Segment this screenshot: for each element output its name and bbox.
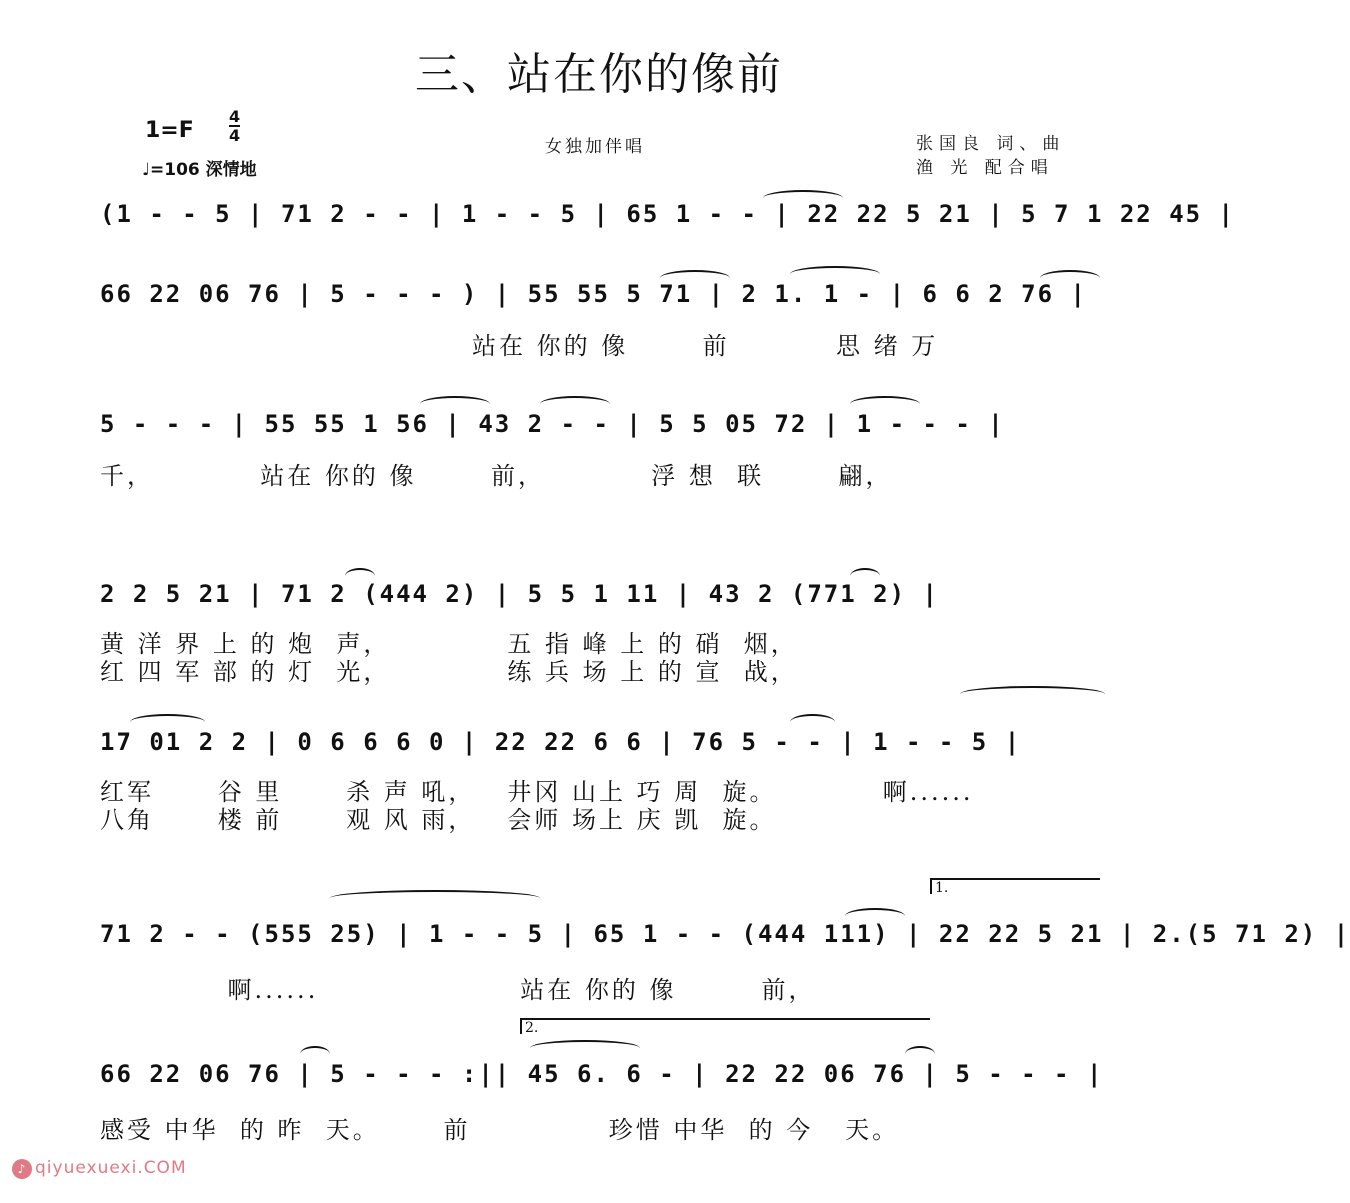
lyrics-line-6: 啊...... 站在 你的 像 前， bbox=[100, 976, 816, 1004]
watermark-text: qiyuexuexi.COM bbox=[35, 1158, 187, 1178]
slur bbox=[540, 396, 610, 412]
lyrics-line-5-verse-2: 八角 楼 前 观 风 雨， 会师 场上 庆 凯 旋。 bbox=[100, 806, 777, 834]
slur bbox=[130, 714, 205, 730]
score-line-4 bbox=[100, 580, 1110, 690]
time-signature bbox=[229, 108, 240, 144]
lyrics-line-4-verse-2: 红 四 军 部 的 灯 光， 练 兵 场 上 的 宣 战， bbox=[100, 658, 798, 686]
time-signature-top: 4 bbox=[229, 107, 241, 126]
watermark-logo-icon: ♪ bbox=[12, 1159, 32, 1179]
score-line-6 bbox=[100, 880, 1350, 1004]
notes-line-5: 17 01 2 2 | 0 6 6 6 0 | 22 22 6 6 | 76 5 - - | 1 - - 5 | bbox=[100, 728, 1022, 756]
notes-line-2: 66 22 06 76 | 5 - - - ) | 55 55 5 71 | 2 1. 1 - | 6 6 2 76 | bbox=[100, 280, 1087, 308]
notes-line-7: 66 22 06 76 | 5 - - - :|| 45 6. 6 - | 22 22 06 76 | 5 - - - | bbox=[100, 1060, 1104, 1088]
lyrics-line-4-verse-1: 黄 洋 界 上 的 炮 声， 五 指 峰 上 的 硝 烟， bbox=[100, 630, 798, 658]
slur bbox=[845, 908, 905, 924]
slur bbox=[850, 396, 920, 412]
credits bbox=[916, 132, 1065, 180]
notes-line-3: 5 - - - | 55 55 1 56 | 43 2 - - | 5 5 05 72 | 1 - - - | bbox=[100, 410, 1005, 438]
slur bbox=[960, 686, 1105, 702]
slur bbox=[660, 270, 730, 286]
slur bbox=[850, 568, 880, 584]
key-signature: 1=F bbox=[145, 118, 194, 143]
credit-lyricist-composer: 张国良 词、曲 bbox=[916, 134, 1066, 154]
slur bbox=[330, 890, 540, 906]
score-line-5 bbox=[100, 728, 1110, 838]
slur bbox=[905, 1046, 935, 1062]
time-signature-bottom: 4 bbox=[229, 126, 241, 145]
lyrics-line-5-verse-1: 红军 谷 里 杀 声 吼， 井冈 山上 巧 周 旋。 啊...... bbox=[100, 778, 974, 806]
lyrics-line-7: 感受 中华 的 昨 天。 前 珍惜 中华 的 今 天。 bbox=[100, 1116, 900, 1144]
score-line-7 bbox=[100, 1020, 1110, 1144]
slur bbox=[530, 1040, 640, 1056]
lyrics-line-2: 站在 你的 像 前 思 绪 万 bbox=[100, 332, 939, 360]
slur bbox=[790, 714, 835, 730]
performance-note: 女独加伴唱 bbox=[545, 137, 645, 157]
slur bbox=[300, 1046, 330, 1062]
slur bbox=[1040, 270, 1100, 286]
slur bbox=[790, 266, 880, 282]
notes-line-1: (1 - - 5 | 71 2 - - | 1 - - 5 | 65 1 - - | 22 22 5 21 | 5 7 1 22 45 | bbox=[100, 200, 1235, 228]
slur bbox=[420, 396, 490, 412]
tempo-marking: ♩=106 深情地 bbox=[142, 160, 257, 180]
volta-2: 2. bbox=[520, 1018, 930, 1034]
score-line-3 bbox=[100, 410, 1110, 500]
song-title: 三、站在你的像前 bbox=[415, 49, 783, 100]
site-watermark bbox=[12, 1158, 187, 1179]
volta-1: 1. bbox=[930, 878, 1100, 894]
score-line-1 bbox=[100, 200, 1235, 240]
slur bbox=[345, 568, 375, 584]
credit-arranger: 渔 光 配合唱 bbox=[916, 158, 1054, 178]
lyrics-line-3: 千， 站在 你的 像 前， 浮 想 联 翩， bbox=[100, 462, 893, 490]
notes-line-4: 2 2 5 21 | 71 2 (444 2) | 5 5 1 11 | 43 2 (771 2) | bbox=[100, 580, 939, 608]
notes-line-6: 71 2 - - (555 25) | 1 - - 5 | 65 1 - - (444 111) | 22 22 5 21 | 2.(5 71 2) | bbox=[100, 920, 1350, 948]
slur bbox=[763, 190, 843, 206]
score-line-2 bbox=[100, 280, 1110, 370]
